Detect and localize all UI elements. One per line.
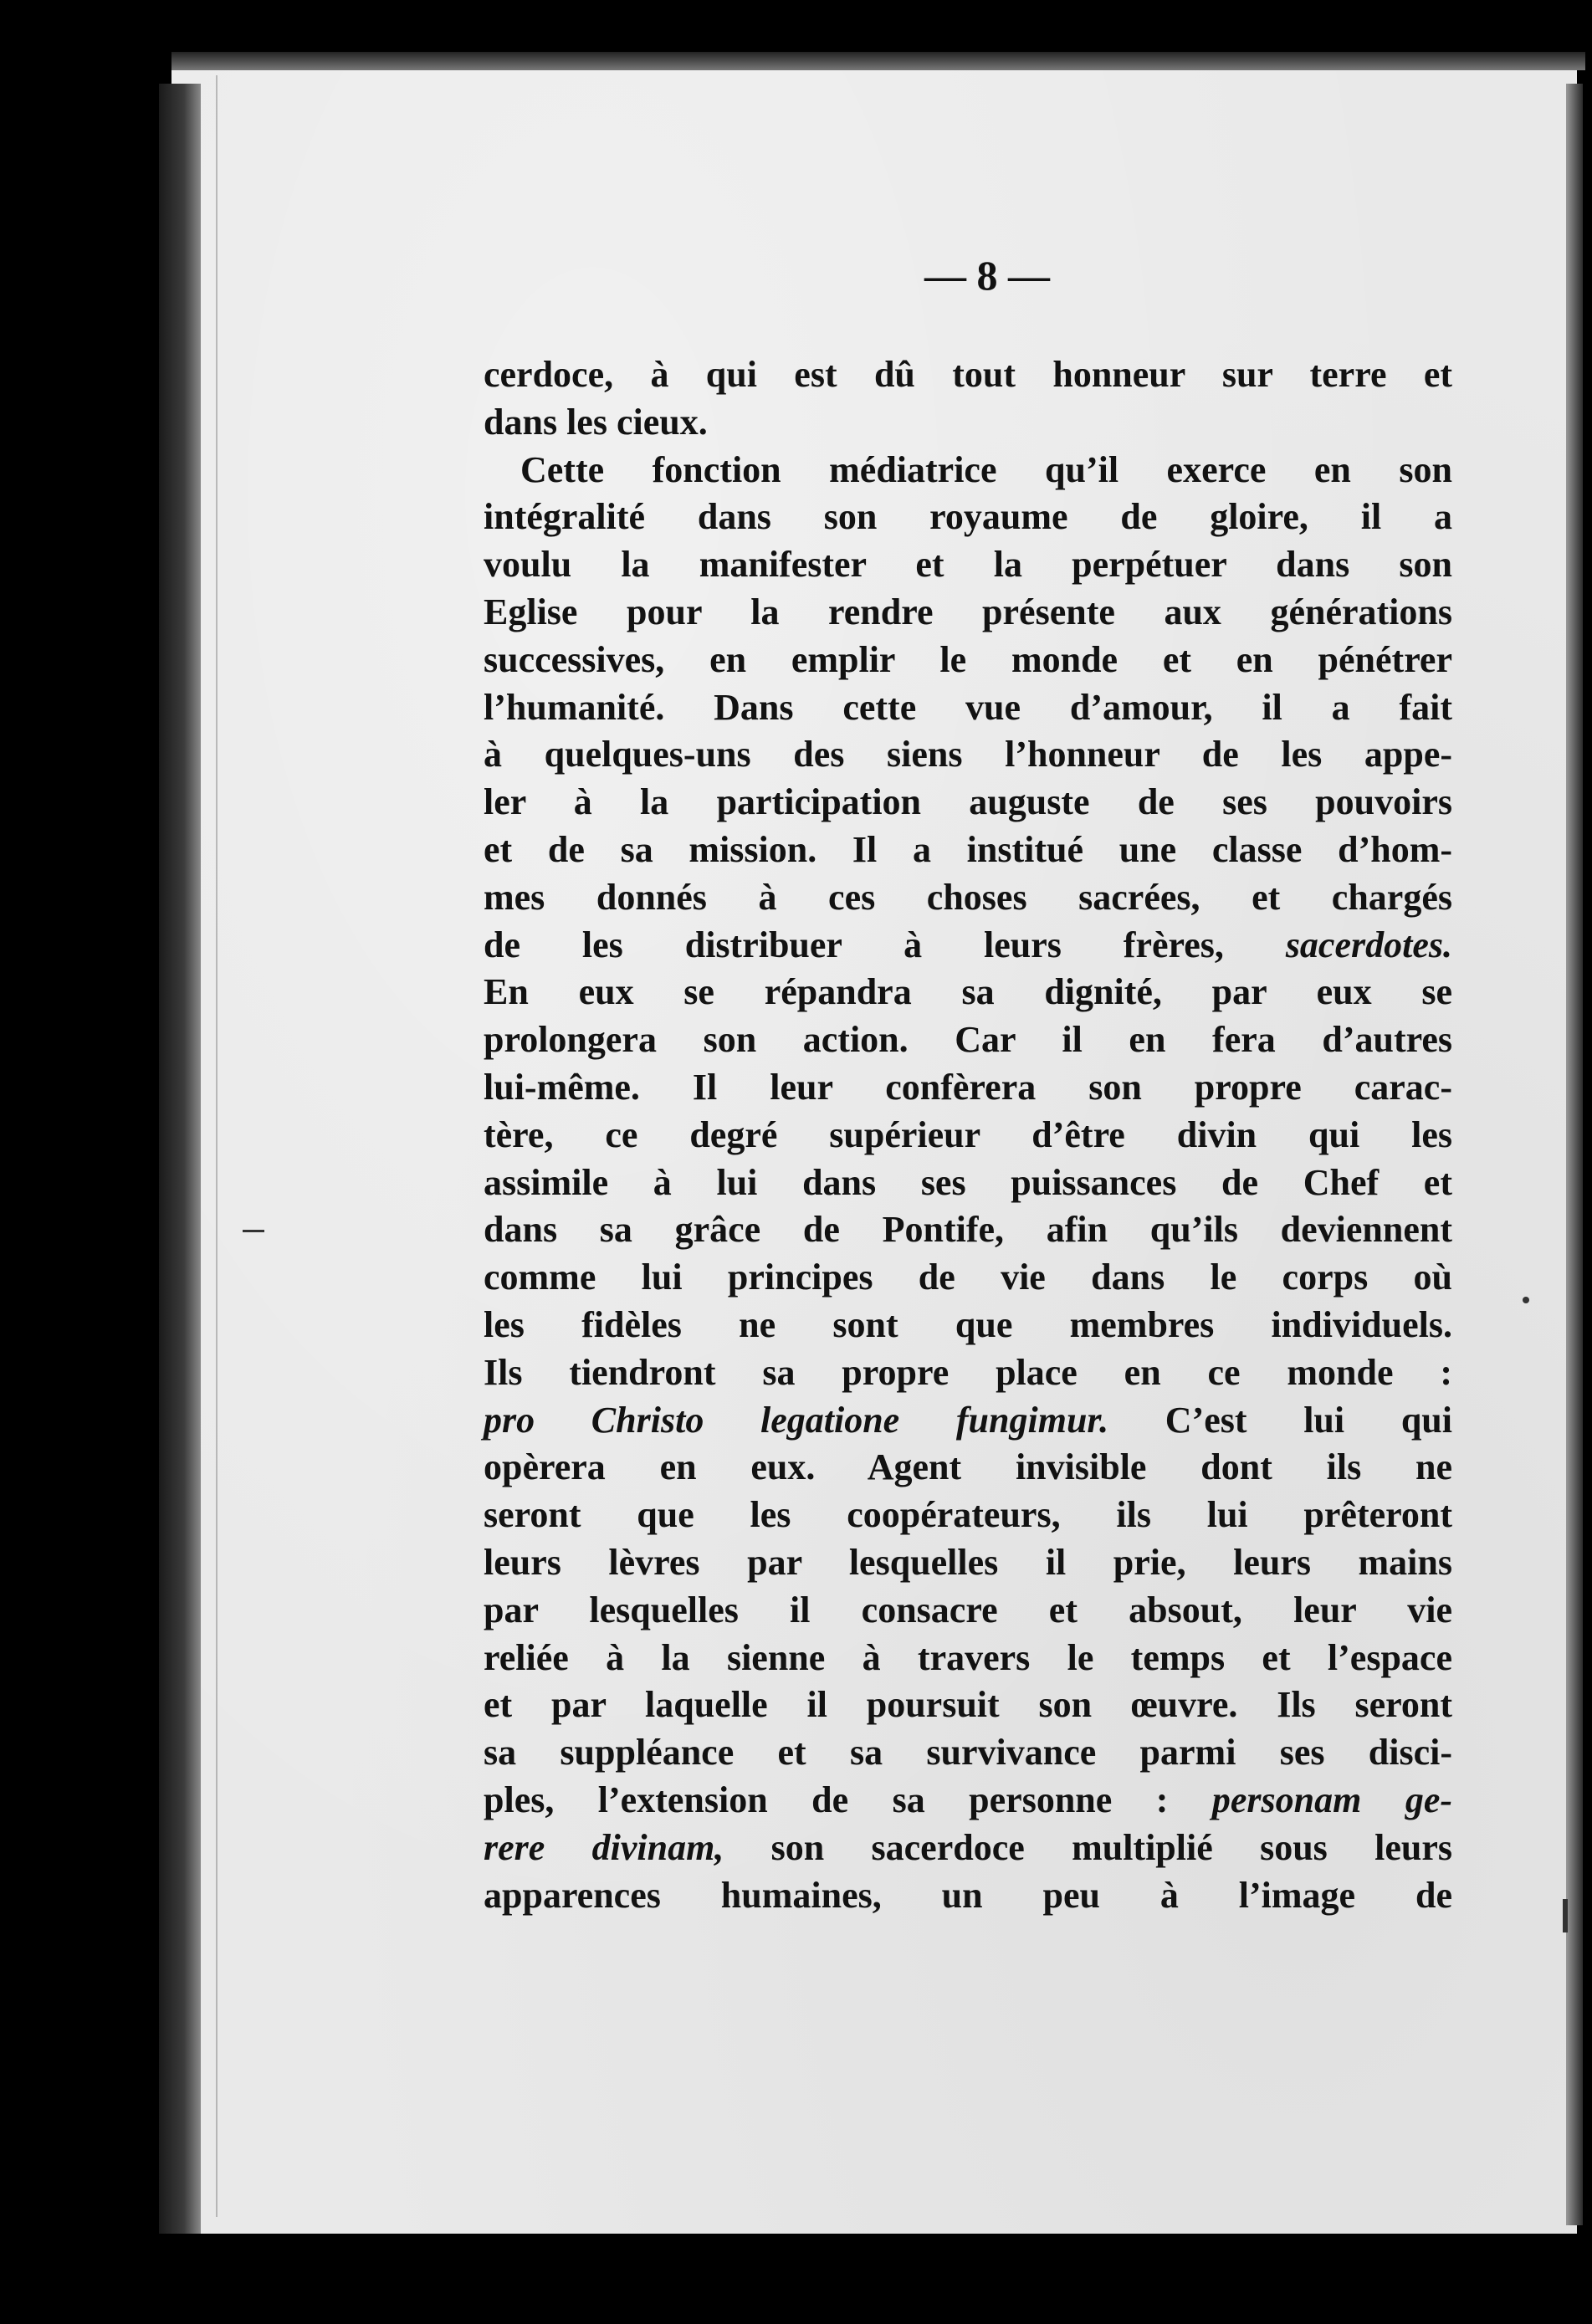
scan-speck	[1523, 1297, 1529, 1303]
text-segment: successives, en emplir le monde et en pénétrer	[484, 638, 1452, 680]
text-segment: ler à la participation auguste de ses pouvoirs	[484, 781, 1452, 823]
text-line	[484, 399, 1452, 447]
text-line	[484, 1444, 1452, 1492]
text-line	[484, 1254, 1452, 1302]
text-segment: de les distribuer à leurs frères,	[484, 924, 1286, 965]
text-segment: à quelques-uns des siens l’honneur de les appe-	[484, 734, 1452, 776]
text-line	[484, 351, 1452, 399]
text-segment: apparences humaines, un peu à l’image de	[484, 1874, 1452, 1916]
text-line	[484, 1635, 1452, 1682]
text-line	[484, 969, 1452, 1016]
text-line	[484, 1064, 1452, 1112]
scan-speck	[1563, 1899, 1568, 1932]
page-left-edge	[159, 84, 201, 2234]
text-line	[484, 827, 1452, 874]
text-segment: mes donnés à ces choses sacrées, et chargés	[484, 876, 1452, 918]
text-segment: Ils tiendront sa propre place en ce monde :	[484, 1351, 1452, 1393]
text-segment: leurs lèvres par lesquelles il prie, leurs mains	[484, 1541, 1452, 1583]
text-segment: C’est lui qui	[1108, 1399, 1452, 1441]
text-line	[484, 1112, 1452, 1159]
text-line	[484, 447, 1452, 494]
text-line	[484, 1206, 1452, 1254]
italic-text: personam ge-	[1211, 1779, 1453, 1820]
text-line	[484, 1349, 1452, 1397]
text-line	[484, 1587, 1452, 1635]
text-segment: par lesquelles il consacre et absout, leur vie	[484, 1589, 1452, 1630]
text-line	[484, 541, 1452, 589]
page-fold-line	[216, 75, 218, 2217]
text-segment: ples, l’extension de sa personne :	[484, 1779, 1212, 1820]
text-segment: et par laquelle il poursuit son œuvre. Ils seront	[484, 1684, 1452, 1726]
scan-speck	[243, 1230, 264, 1232]
text-line	[484, 589, 1452, 637]
text-line	[484, 1016, 1452, 1064]
text-line	[484, 637, 1452, 684]
text-line	[484, 684, 1452, 732]
text-line	[484, 1777, 1452, 1825]
text-segment: En eux se répandra sa dignité, par eux se	[484, 971, 1452, 1013]
text-segment: comme lui principes de vie dans le corps où	[484, 1257, 1452, 1298]
text-line	[484, 874, 1452, 922]
page-number: — 8 —	[924, 252, 1050, 299]
text-segment: l’humanité. Dans cette vue d’amour, il a fait	[484, 686, 1452, 728]
text-segment: assimile à lui dans ses puissances de Chef et	[484, 1161, 1452, 1203]
italic-text: rere divinam,	[484, 1826, 724, 1868]
text-line	[484, 1682, 1452, 1729]
text-segment: seront que les coopérateurs, ils lui prêteront	[484, 1494, 1452, 1536]
page-right-edge	[1566, 84, 1583, 2225]
text-line	[484, 1397, 1452, 1445]
text-segment: voulu la manifester et la perpétuer dans son	[484, 544, 1452, 586]
text-line	[484, 922, 1452, 970]
text-segment: lui-même. Il leur confèrera son propre carac-	[484, 1066, 1452, 1108]
italic-text: sacerdotes.	[1285, 924, 1452, 965]
text-line	[484, 1539, 1452, 1587]
text-line	[484, 1302, 1452, 1349]
italic-text: pro Christo legatione fungimur.	[484, 1399, 1109, 1441]
text-line	[484, 779, 1452, 827]
text-segment: Eglise pour la rendre présente aux générations	[484, 591, 1452, 632]
text-line	[484, 494, 1452, 541]
text-segment: opèrera en eux. Agent invisible dont ils ne	[484, 1446, 1452, 1488]
text-line	[484, 731, 1452, 779]
text-segment: intégralité dans son royaume de gloire, il a	[484, 496, 1452, 538]
text-line	[484, 1492, 1452, 1539]
text-line	[484, 1159, 1452, 1207]
text-segment: tère, ce degré supérieur d’être divin qui les	[484, 1113, 1452, 1155]
text-segment: et de sa mission. Il a institué une classe d’hom-	[484, 828, 1452, 870]
text-segment: prolongera son action. Car il en fera d’autres	[484, 1019, 1452, 1061]
text-line	[484, 1729, 1452, 1777]
text-line	[484, 1825, 1452, 1872]
text-segment: sa suppléance et sa survivance parmi ses disci-	[484, 1732, 1452, 1774]
text-segment: les fidèles ne sont que membres individuels.	[484, 1303, 1452, 1345]
page-top-edge	[171, 52, 1585, 70]
text-segment: Cette fonction médiatrice qu’il exerce en son	[520, 448, 1452, 490]
text-segment: reliée à la sienne à travers le temps et l’espace	[484, 1636, 1452, 1678]
body-text	[484, 351, 1452, 1919]
text-segment: dans les cieux.	[484, 401, 708, 443]
text-segment: cerdoce, à qui est dû tout honneur sur terre et	[484, 354, 1452, 395]
text-segment: dans sa grâce de Pontife, afin qu’ils deviennent	[484, 1209, 1452, 1251]
text-segment: son sacerdoce multiplié sous leurs	[724, 1826, 1452, 1868]
text-line	[484, 1872, 1452, 1920]
